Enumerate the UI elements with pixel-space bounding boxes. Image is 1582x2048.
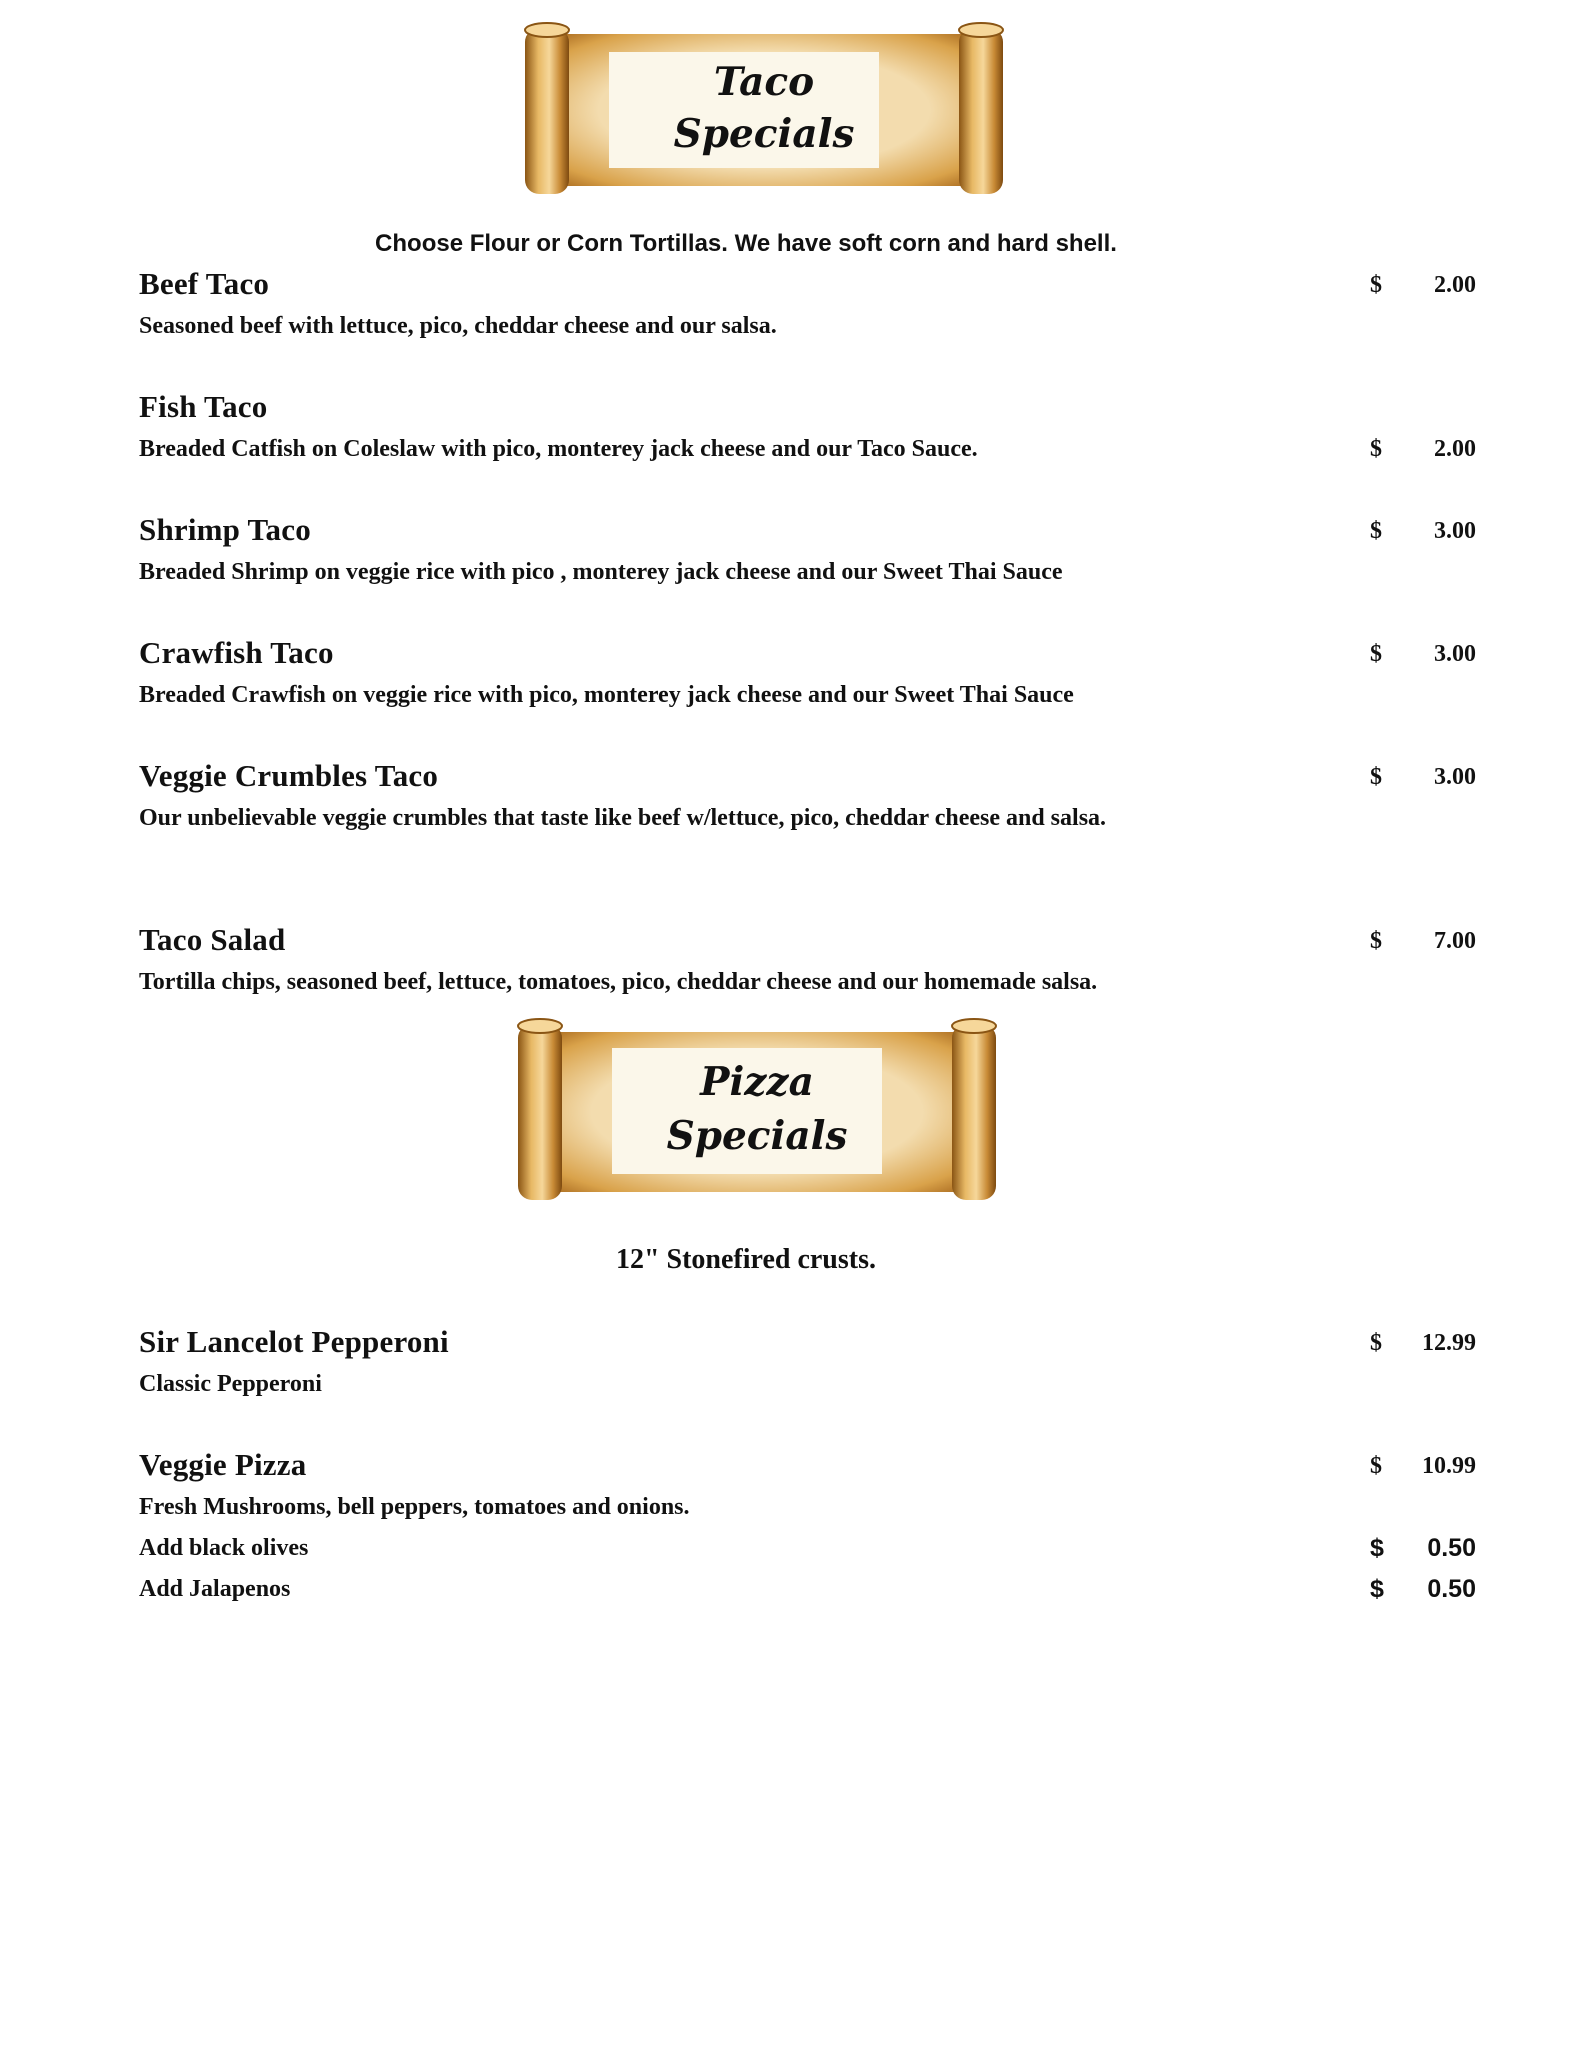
menu-item-name: Sir Lancelot Pepperoni	[139, 1324, 449, 1359]
menu-item-description: Breaded Catfish on Coleslaw with pico, monterey jack cheese and our Taco Sauce.	[139, 436, 978, 462]
currency-symbol: $	[1370, 1330, 1382, 1356]
pizza-intro-note: 12" Stonefired crusts.	[615, 1244, 876, 1275]
menu-item-price: 10.99	[1422, 1453, 1476, 1479]
currency-symbol: $	[1370, 764, 1382, 790]
currency-symbol: $	[1370, 518, 1382, 544]
taco-specials-banner	[519, 20, 1009, 200]
menu-item-price: 3.00	[1434, 764, 1476, 790]
menu-item-description: Breaded Crawfish on veggie rice with pico, monterey jack cheese and our Sweet Thai Sauce	[139, 682, 1074, 708]
menu-item-description: Seasoned beef with lettuce, pico, cheddar cheese and our salsa.	[139, 313, 777, 339]
menu-item-description: Breaded Shrimp on veggie rice with pico , monterey jack cheese and our Sweet Thai Sauce	[139, 559, 1063, 585]
banner-title-line2: Specials	[673, 111, 855, 157]
menu-item-description: Fresh Mushrooms, bell peppers, tomatoes and onions.	[139, 1494, 690, 1520]
currency-symbol: $	[1370, 928, 1382, 954]
menu-item-name: Beef Taco	[139, 266, 270, 301]
menu-item-name: Fish Taco	[139, 389, 268, 424]
menu-item-price: 3.00	[1434, 518, 1476, 544]
currency-symbol: $	[1370, 1575, 1384, 1603]
addon-price: 0.50	[1427, 1534, 1476, 1562]
menu-item-name: Shrimp Taco	[139, 512, 311, 547]
banner-title-line1: Pizza	[700, 1059, 814, 1105]
currency-symbol: $	[1370, 436, 1382, 462]
menu-item-price: 2.00	[1434, 272, 1476, 298]
menu-item-description: Our unbelievable veggie crumbles that taste like beef w/lettuce, pico, cheddar cheese and salsa.	[139, 805, 1107, 831]
menu-item-name: Veggie Crumbles Taco	[139, 758, 439, 793]
menu-item-name: Crawfish Taco	[139, 635, 334, 670]
menu-item-price: 7.00	[1434, 928, 1476, 954]
menu-item-price: 12.99	[1422, 1330, 1476, 1356]
menu-item-name: Veggie Pizza	[139, 1447, 307, 1482]
menu-item-description: Tortilla chips, seasoned beef, lettuce, tomatoes, pico, cheddar cheese and our homemade salsa.	[139, 969, 1098, 995]
menu-item-price: 2.00	[1434, 436, 1476, 462]
pizza-specials-banner	[512, 1016, 1002, 1206]
taco-intro-note: Choose Flour or Corn Tortillas. We have soft corn and hard shell.	[375, 230, 1117, 257]
currency-symbol: $	[1370, 1453, 1382, 1479]
currency-symbol: $	[1370, 1534, 1384, 1562]
addon-price: 0.50	[1427, 1575, 1476, 1603]
currency-symbol: $	[1370, 272, 1382, 298]
banner-title-line1: Taco	[713, 59, 815, 105]
menu-item-description: Classic Pepperoni	[139, 1371, 322, 1397]
menu-item-name: Taco Salad	[139, 922, 286, 957]
addon-label: Add Jalapenos	[139, 1576, 291, 1602]
menu-item-price: 3.00	[1434, 641, 1476, 667]
currency-symbol: $	[1370, 641, 1382, 667]
banner-title-line2: Specials	[666, 1113, 848, 1159]
addon-label: Add black olives	[139, 1535, 309, 1561]
